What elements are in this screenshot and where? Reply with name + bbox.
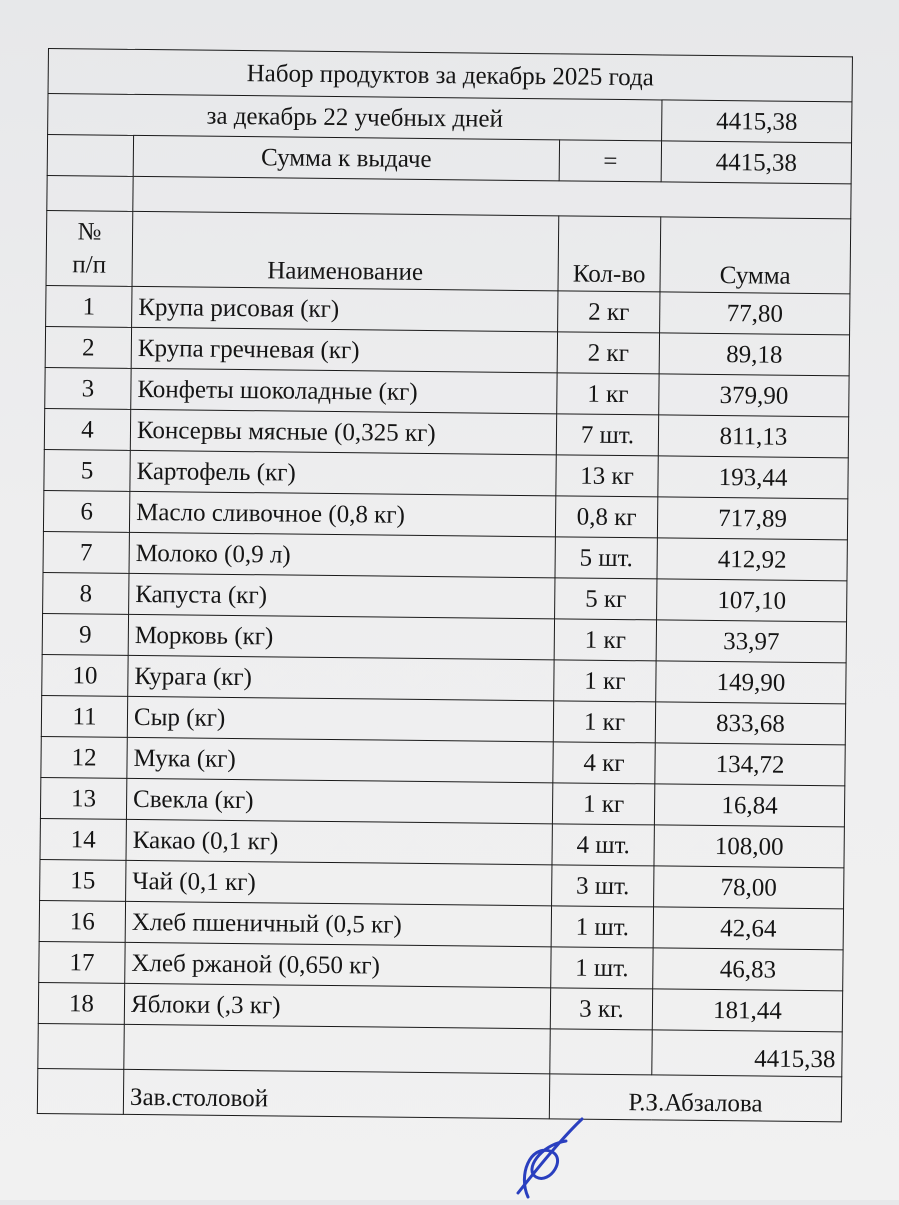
blank-cell xyxy=(124,1024,550,1073)
product-sum: 89,18 xyxy=(659,333,849,376)
product-name: Курага (кг) xyxy=(128,655,554,700)
product-name: Хлеб пшеничный (0,5 кг) xyxy=(125,901,551,946)
product-qty: 0,8 кг xyxy=(555,496,657,538)
product-name: Мука (кг) xyxy=(127,737,553,782)
product-name: Консервы мясные (0,325 кг) xyxy=(130,409,556,454)
product-qty: 1 кг xyxy=(553,701,655,743)
row-number: 2 xyxy=(45,326,131,368)
column-header-name: Наименование xyxy=(132,211,559,290)
product-name: Крупа рисовая (кг) xyxy=(132,286,558,331)
product-sum: 811,13 xyxy=(658,415,848,458)
product-sum: 193,44 xyxy=(658,456,848,499)
row-number: 12 xyxy=(41,736,127,778)
blank-cell xyxy=(38,1023,124,1069)
row-number: 16 xyxy=(39,900,125,942)
product-name: Молоко (0,9 л) xyxy=(129,532,555,577)
product-sum: 379,90 xyxy=(659,374,849,417)
row-number: 18 xyxy=(38,982,124,1024)
product-name: Яблоки (,3 кг) xyxy=(124,983,550,1028)
row-number: 4 xyxy=(44,408,130,450)
product-name: Масло сливочное (0,8 кг) xyxy=(129,491,555,536)
product-name: Сыр (кг) xyxy=(127,696,553,741)
product-sum: 46,83 xyxy=(653,948,843,991)
product-name: Свекла (кг) xyxy=(126,778,552,823)
row-number: 11 xyxy=(41,695,127,737)
blank-cell xyxy=(47,135,133,177)
payout-amount: 4415,38 xyxy=(661,141,851,184)
column-header-no xyxy=(46,210,133,286)
blank-cell xyxy=(550,1029,652,1075)
product-qty: 5 шт. xyxy=(555,537,657,579)
product-qty: 4 шт. xyxy=(552,824,654,866)
product-sum: 134,72 xyxy=(655,743,845,786)
footer-signer: Р.З.Абзалова xyxy=(549,1074,841,1122)
payout-sign: = xyxy=(559,140,661,182)
row-number: 3 xyxy=(45,367,131,409)
products-table xyxy=(37,48,853,1122)
payout-label: Сумма к выдаче xyxy=(133,135,559,180)
blank-cell xyxy=(37,1068,123,1114)
product-name: Чай (0,1 кг) xyxy=(126,860,552,905)
product-name: Конфеты шоколадные (кг) xyxy=(131,368,557,413)
product-sum: 33,97 xyxy=(656,620,846,663)
period-amount: 4415,38 xyxy=(662,100,852,143)
row-number: 15 xyxy=(40,859,126,901)
product-qty: 1 кг xyxy=(557,373,659,415)
product-qty: 13 кг xyxy=(556,455,658,497)
document-title: Набор продуктов за декабрь 2025 года xyxy=(48,49,852,102)
product-sum: 42,64 xyxy=(653,907,843,950)
row-number: 14 xyxy=(40,818,126,860)
product-sum: 78,00 xyxy=(654,866,844,909)
row-number: 1 xyxy=(46,285,132,327)
product-qty: 7 шт. xyxy=(556,414,658,456)
product-name: Хлеб ржаной (0,650 кг) xyxy=(125,942,551,987)
row-number: 6 xyxy=(43,490,129,532)
product-name: Морковь (кг) xyxy=(128,614,554,659)
product-qty: 2 кг xyxy=(557,332,659,374)
row-number: 13 xyxy=(40,777,126,819)
product-sum: 77,80 xyxy=(660,292,850,335)
product-qty: 1 шт. xyxy=(551,947,653,989)
row-number: 5 xyxy=(44,449,130,491)
row-number: 7 xyxy=(43,531,129,573)
product-sum: 181,44 xyxy=(652,989,842,1032)
product-sum: 16,84 xyxy=(654,784,844,827)
footer-position: Зав.столовой xyxy=(123,1069,549,1118)
row-number: 17 xyxy=(39,941,125,983)
product-qty: 1 шт. xyxy=(551,906,653,948)
product-sum: 833,68 xyxy=(655,702,845,745)
product-qty: 5 кг xyxy=(555,578,657,620)
total-amount: 4415,38 xyxy=(652,1030,842,1077)
product-sum: 107,10 xyxy=(657,579,847,622)
product-qty: 1 кг xyxy=(554,619,656,661)
column-header-qty: Кол-во xyxy=(558,216,661,292)
product-sum: 108,00 xyxy=(654,825,844,868)
product-sum: 412,92 xyxy=(657,538,847,581)
column-header-no-sub: п/п xyxy=(72,250,107,279)
product-qty: 1 кг xyxy=(554,660,656,702)
document-sheet xyxy=(40,40,870,1160)
period-label: за декабрь 22 учебных дней xyxy=(48,94,662,141)
product-name: Крупа гречневая (кг) xyxy=(131,327,557,372)
row-number: 8 xyxy=(43,572,129,614)
column-header-sum: Сумма xyxy=(660,217,851,294)
product-qty: 2 кг xyxy=(558,291,660,333)
row-number: 10 xyxy=(42,654,128,696)
product-name: Какао (0,1 кг) xyxy=(126,819,552,864)
product-sum: 149,90 xyxy=(656,661,846,704)
product-qty: 1 кг xyxy=(552,783,654,825)
product-qty: 3 шт. xyxy=(552,865,654,907)
product-qty: 4 кг xyxy=(553,742,655,784)
product-name: Картофель (кг) xyxy=(130,450,556,495)
product-qty: 3 кг. xyxy=(550,988,652,1030)
handwritten-signature xyxy=(510,1115,590,1205)
product-name: Капуста (кг) xyxy=(129,573,555,618)
row-number: 9 xyxy=(42,613,128,655)
blank-cell xyxy=(47,175,133,211)
product-sum: 717,89 xyxy=(657,497,847,540)
column-header-no-symbol: № xyxy=(77,218,102,246)
